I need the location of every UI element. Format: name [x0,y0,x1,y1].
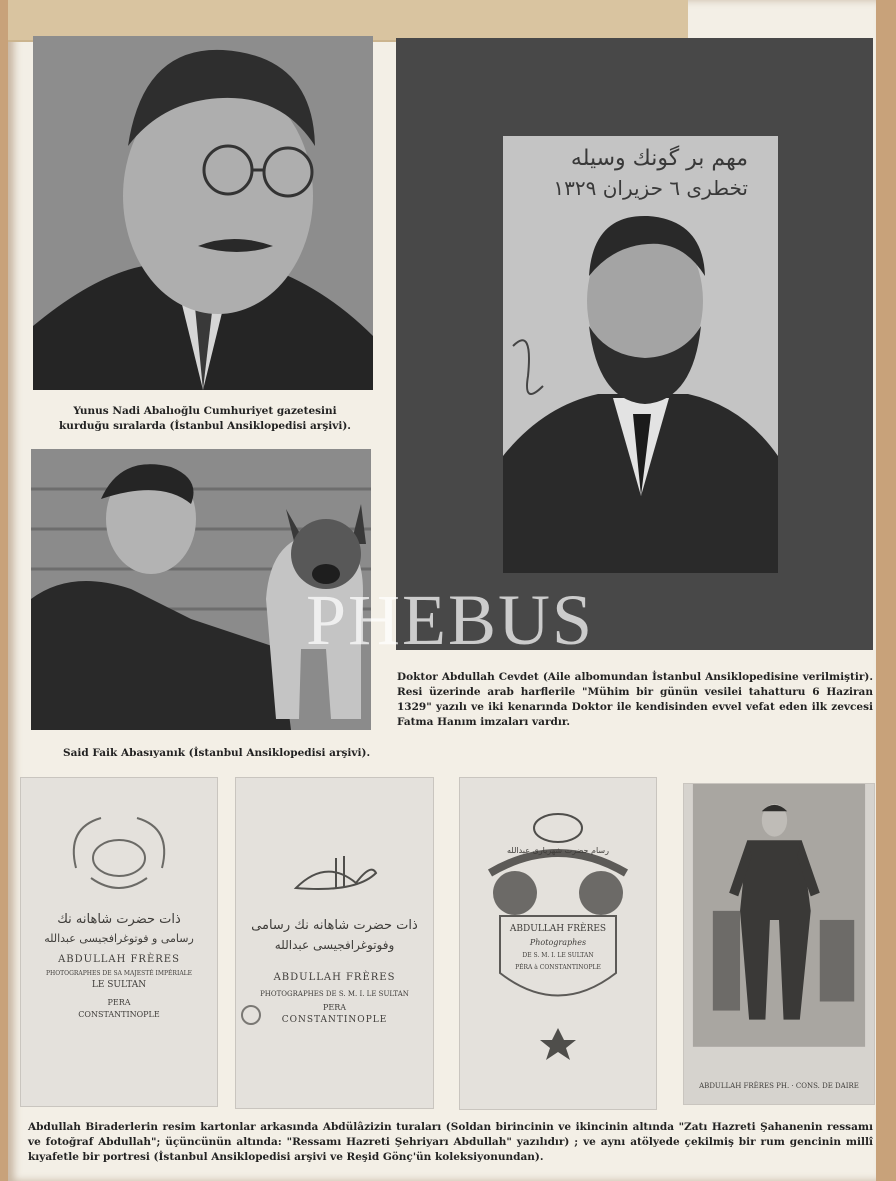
card2-city: CONSTANTINOPLE [281,1015,388,1025]
card1-subtitle: PHOTOGRAPHES DE SA MAJESTÉ IMPÉRIALE [45,970,193,977]
card1-arabic-line2: رسامى و فوتوغرافجيسى عبدالله [44,932,194,945]
card3-subtitle: DE S. M. I. LE SULTAN [522,952,594,959]
photo-inscription-line2: تخطرى ٦ حزيران ١٣٢٩ [553,176,748,200]
photo-yunus-nadi [33,36,373,390]
card3-name: ABDULLAH FRÈRES [509,924,607,934]
card3-photographes: Photographes [529,938,587,947]
card1-city: CONSTANTINOPLE [78,1010,160,1019]
caption-said-faik: Said Faik Abasıyanık (İstanbul Ansiklopedisi arşivi). [63,747,371,759]
caption-yunus-nadi: Yunus Nadi Abalıoğlu Cumhuriyet gazetesini kurduğu sıralarda (İstanbul Ansiklopedisi arşivi). [59,405,351,432]
photo-card-4 [683,783,875,1105]
photo-card-3 [459,777,657,1110]
photo-abdullah-cevdet [503,136,778,573]
card3-city: PÉRA à CONSTANTINOPLE [515,964,601,971]
card1-arabic-line1: ذات حضرت شاهانه نك [57,912,181,927]
young-man-costume-icon [684,784,874,1074]
watermark-text: PHEBUS [305,580,595,660]
card1-sultan: LE SULTAN [91,980,147,990]
card2-pera: PERA [322,1003,347,1012]
caption-abdullah-freres: Abdullah Biraderlerin resim kartonlar arkasında Abdülâzizin turaları (Soldan birincinin ve ikincinin altında "Zatı Hazreti Şahanenin ressamı ve fotoğraf Abdullah"; üçüncünün altında: "Ressamı Hazreti Şehriyarı Abdullah" yazılıdır) ; ve aynı atölyede çekilmiş bir rum gencinin millî kıyafetle bir portresi (İstanbul Ansiklopedisi arşivi ve Reşid Gönç'ün koleksiyonundan). [28,1121,873,1163]
caption-abdullah-cevdet: Doktor Abdullah Cevdet (Aile albomundan İstanbul Ansiklopedisine verilmiştir). Resi üzerinde arab harflerile "Mühim bir günün vesilei tahatturu 6 Haziran 1329" yazılı ve iki kenarında Doktor ile kendisinden evvel vefat eden ilk zevcesi Fatma Hanım imzaları vardır. [397,671,873,728]
portrait-figure-icon [33,36,373,390]
card3-banner: رسام حضرت شهريارى عبدالله [507,846,609,855]
card2-subtitle: PHOTOGRAPHES DE S. M. I. LE SULTAN [260,990,409,998]
bearded-man-portrait-icon [503,136,778,573]
card2-arabic-line1: ذات حضرت شاهانه نك رسامى [251,918,418,933]
card2-name: ABDULLAH FRÈRES [273,972,396,983]
photo-card-2 [235,777,434,1109]
card1-name: ABDULLAH FRÈRES [58,954,180,965]
card2-arabic-line2: وفوتوغرافجيسى عبدالله [274,938,395,952]
card1-pera: PERA [107,998,131,1007]
photo-card-1 [20,777,218,1107]
card4-footer: ABDULLAH FRÈRES PH. · CONS. DE DAIRE [699,1082,859,1090]
photo-inscription-line1: مهم بر گونك وسيله [570,146,748,171]
